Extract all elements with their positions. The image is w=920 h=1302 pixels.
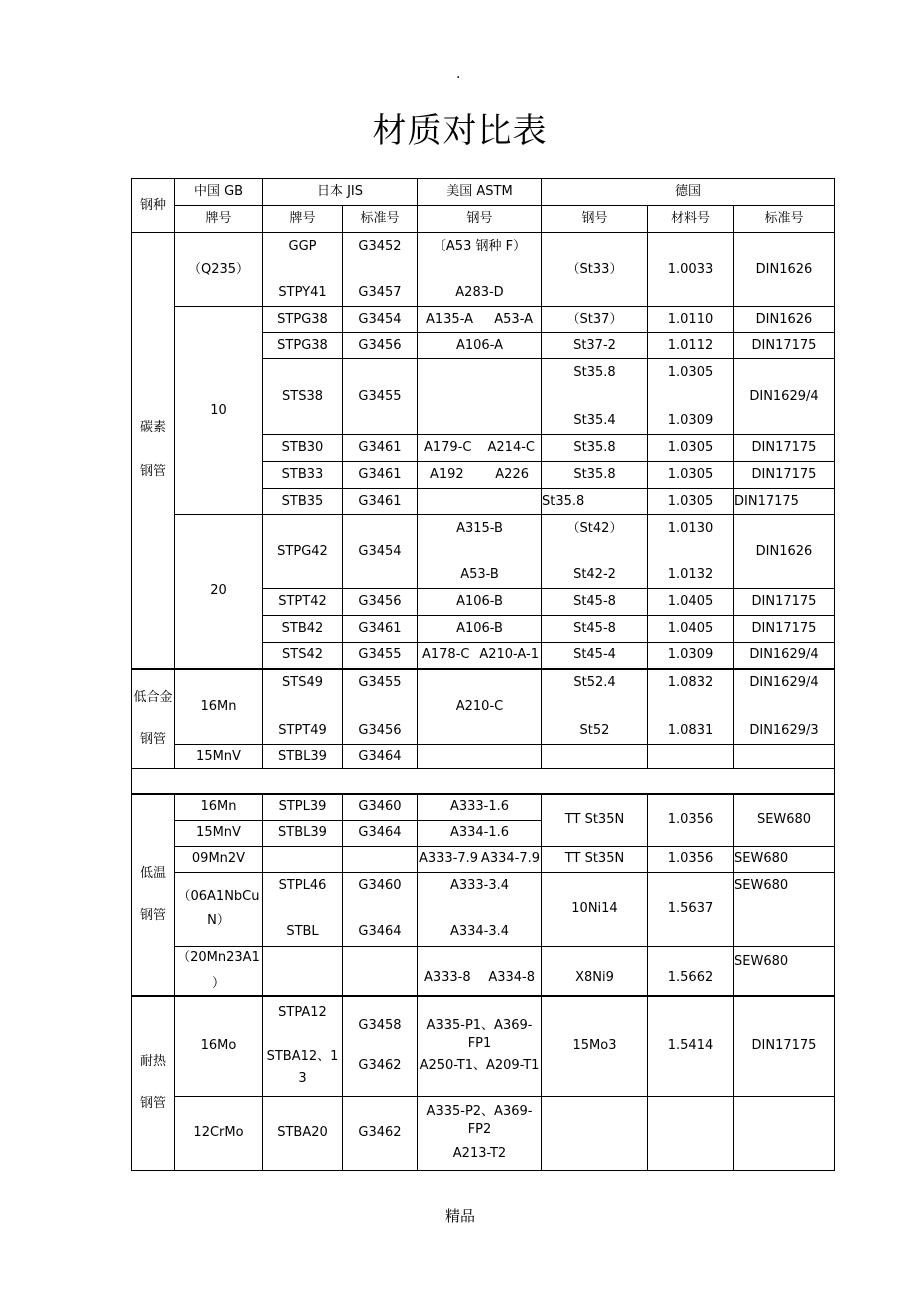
jis-cell: STB30 [263,435,343,462]
mat-cell: 1.0356 [648,794,734,846]
jis-cell: GGP STPY41 [263,233,343,307]
mat-cell: 1.0112 [648,333,734,359]
jis-cell: STBL39 [263,820,343,846]
de-cell: 15Mo3 [542,996,648,1096]
de-cell: （St37） [542,307,648,333]
mat-cell: 1.5662 [648,946,734,996]
gb-cell: 16Mn [175,669,263,745]
astm-cell: A106-B [418,616,542,643]
mat-cell: 1.0405 [648,616,734,643]
blank-row [132,769,835,795]
din-cell: SEW680 [734,846,835,872]
din-cell: DIN1629/4 DIN1629/3 [734,669,835,745]
de-cell: 10Ni14 [542,872,648,946]
std-cell [343,946,418,996]
din-cell: SEW680 [734,794,835,846]
page-title: 材质对比表 [372,111,548,151]
header-dot: . [456,66,461,82]
din-cell: DIN1626 [734,233,835,307]
de-cell: St45-8 [542,589,648,616]
jis-cell: STB33 [263,462,343,489]
section-low-temp: 低温 钢管 [132,794,175,996]
astm-cell: A335-P2、A369-FP2 A213-T2 [418,1096,542,1170]
mat-cell [648,745,734,769]
gb-cell: 15MnV [175,820,263,846]
header-usa: 美国 ASTM [418,179,542,206]
mat-cell: 1.0305 [648,489,734,515]
din-cell: DIN17175 [734,462,835,489]
std-cell: G3452 G3457 [343,233,418,307]
jis-cell: STS49 STPT49 [263,669,343,745]
gb-cell: （Q235） [175,233,263,307]
de-cell: St45-8 [542,616,648,643]
std-cell [343,846,418,872]
de-cell: St35.8 [542,462,648,489]
din-cell: DIN17175 [734,489,835,515]
jis-cell: STS42 [263,643,343,669]
gb-cell: 20 [175,515,263,669]
header-grade: 牌号 [175,206,263,233]
de-cell: X8Ni9 [542,946,648,996]
astm-cell: A106-A [418,333,542,359]
de-cell: St35.8 St35.4 [542,359,648,435]
mat-cell: 1.0305 [648,435,734,462]
std-cell: G3455 [343,643,418,669]
std-cell: G3461 [343,489,418,515]
std-cell: G3461 [343,462,418,489]
mat-cell: 1.0356 [648,846,734,872]
gb-cell: 12CrMo [175,1096,263,1170]
de-cell: St37-2 [542,333,648,359]
astm-cell: A335-P1、A369-FP1 A250-T1、A209-T1 [418,996,542,1096]
table-row [132,946,835,996]
mat-cell: 1.0305 1.0309 [648,359,734,435]
std-cell: G3456 [343,589,418,616]
std-cell: G3462 [343,1096,418,1170]
table-row [132,233,835,307]
table-row [132,872,835,946]
header-jis-grade: 牌号 [263,206,343,233]
mat-cell: 1.0405 [648,589,734,616]
std-cell: G3460 G3464 [343,872,418,946]
header-japan: 日本 JIS [263,179,418,206]
std-cell: G3461 [343,435,418,462]
din-cell [734,1096,835,1170]
table-subheader-row [132,206,835,233]
de-cell: St35.8 [542,489,648,515]
std-cell: G3454 [343,515,418,589]
std-cell: G3461 [343,616,418,643]
gb-cell: （20Mn23A1 ） [175,946,263,996]
table-header-row [132,179,835,206]
section-carbon: 碳素 钢管 [132,233,175,669]
de-cell: （St33） [542,233,648,307]
astm-cell: A333-8 A334-8 [418,946,542,996]
jis-cell: STB42 [263,616,343,643]
std-cell: G3464 [343,820,418,846]
jis-cell: STPL46 STBL [263,872,343,946]
jis-cell: STPG38 [263,333,343,359]
std-cell: G3464 [343,745,418,769]
jis-cell: STPG42 [263,515,343,589]
gb-cell: （06A1NbCu N） [175,872,263,946]
jis-cell [263,846,343,872]
header-de-steel: 钢号 [542,206,648,233]
header-china: 中国 GB [175,179,263,206]
de-cell [542,745,648,769]
din-cell: DIN17175 [734,333,835,359]
jis-cell: STB35 [263,489,343,515]
header-jis-std: 标准号 [343,206,418,233]
astm-cell: A106-B [418,589,542,616]
mat-cell: 1.0110 [648,307,734,333]
std-cell: G3460 [343,794,418,820]
jis-cell: STPT42 [263,589,343,616]
header-de-material: 材料号 [648,206,734,233]
std-cell: G3454 [343,307,418,333]
jis-cell: STBL39 [263,745,343,769]
de-cell: TT St35N [542,846,648,872]
astm-cell: A315-B A53-B [418,515,542,589]
mat-cell: 1.5637 [648,872,734,946]
din-cell: DIN1629/4 [734,643,835,669]
din-cell: DIN17175 [734,435,835,462]
de-cell [542,1096,648,1170]
std-cell: G3456 [343,333,418,359]
de-cell: St52.4 St52 [542,669,648,745]
gb-cell: 09Mn2V [175,846,263,872]
table-row [132,745,835,769]
astm-cell: A333-1.6 [418,794,542,820]
din-cell: DIN1629/4 [734,359,835,435]
material-comparison-table [131,178,835,1171]
gb-cell: 16Mn [175,794,263,820]
gb-cell: 10 [175,307,263,515]
din-cell: DIN17175 [734,996,835,1096]
astm-cell: A178-C A210-A-1 [418,643,542,669]
jis-cell: STS38 [263,359,343,435]
jis-cell: STPG38 [263,307,343,333]
mat-cell: 1.5414 [648,996,734,1096]
section-low-alloy: 低合金 钢管 [132,669,175,769]
jis-cell [263,946,343,996]
astm-cell: A334-1.6 [418,820,542,846]
table-row [132,515,835,589]
astm-cell [418,359,542,435]
din-cell: DIN17175 [734,616,835,643]
header-steel-type: 钢种 [132,179,175,233]
header-de-std: 标准号 [734,206,835,233]
table-row [132,794,835,820]
din-cell: SEW680 [734,872,835,946]
jis-cell: STPL39 [263,794,343,820]
mat-cell: 1.0033 [648,233,734,307]
din-cell: DIN17175 [734,589,835,616]
astm-cell [418,489,542,515]
de-cell: （St42） St42-2 [542,515,648,589]
header-astm-steel: 钢号 [418,206,542,233]
astm-cell: A333-3.4 A334-3.4 [418,872,542,946]
din-cell: DIN1626 [734,515,835,589]
table-row [132,996,835,1096]
astm-cell: 〔A53 钢种 F） A283-D [418,233,542,307]
mat-cell: 1.0305 [648,462,734,489]
de-cell: St35.8 [542,435,648,462]
std-cell: G3455 [343,359,418,435]
de-cell: TT St35N [542,794,648,846]
gb-cell: 16Mo [175,996,263,1096]
mat-cell: 1.0832 1.0831 [648,669,734,745]
din-cell: DIN1626 [734,307,835,333]
astm-cell: A179-C A214-C [418,435,542,462]
page-footer: 精品 [444,1207,475,1225]
jis-cell: STPA12 STBA12、1 3 [263,996,343,1096]
table-row [132,1096,835,1170]
astm-cell [418,745,542,769]
din-cell [734,745,835,769]
de-cell: St45-4 [542,643,648,669]
header-germany: 德国 [542,179,835,206]
std-cell: G3458 G3462 [343,996,418,1096]
gb-cell: 15MnV [175,745,263,769]
jis-cell: STBA20 [263,1096,343,1170]
mat-cell: 1.0309 [648,643,734,669]
mat-cell [648,1096,734,1170]
table-row [132,307,835,333]
astm-cell: A333-7.9 A334-7.9 [418,846,542,872]
mat-cell: 1.0130 1.0132 [648,515,734,589]
table-row [132,669,835,745]
din-cell: SEW680 [734,946,835,996]
astm-cell: A192 A226 [418,462,542,489]
table-row [132,846,835,872]
astm-cell: A210-C [418,669,542,745]
std-cell: G3455 G3456 [343,669,418,745]
section-heat: 耐热 钢管 [132,996,175,1170]
astm-cell: A135-A A53-A [418,307,542,333]
